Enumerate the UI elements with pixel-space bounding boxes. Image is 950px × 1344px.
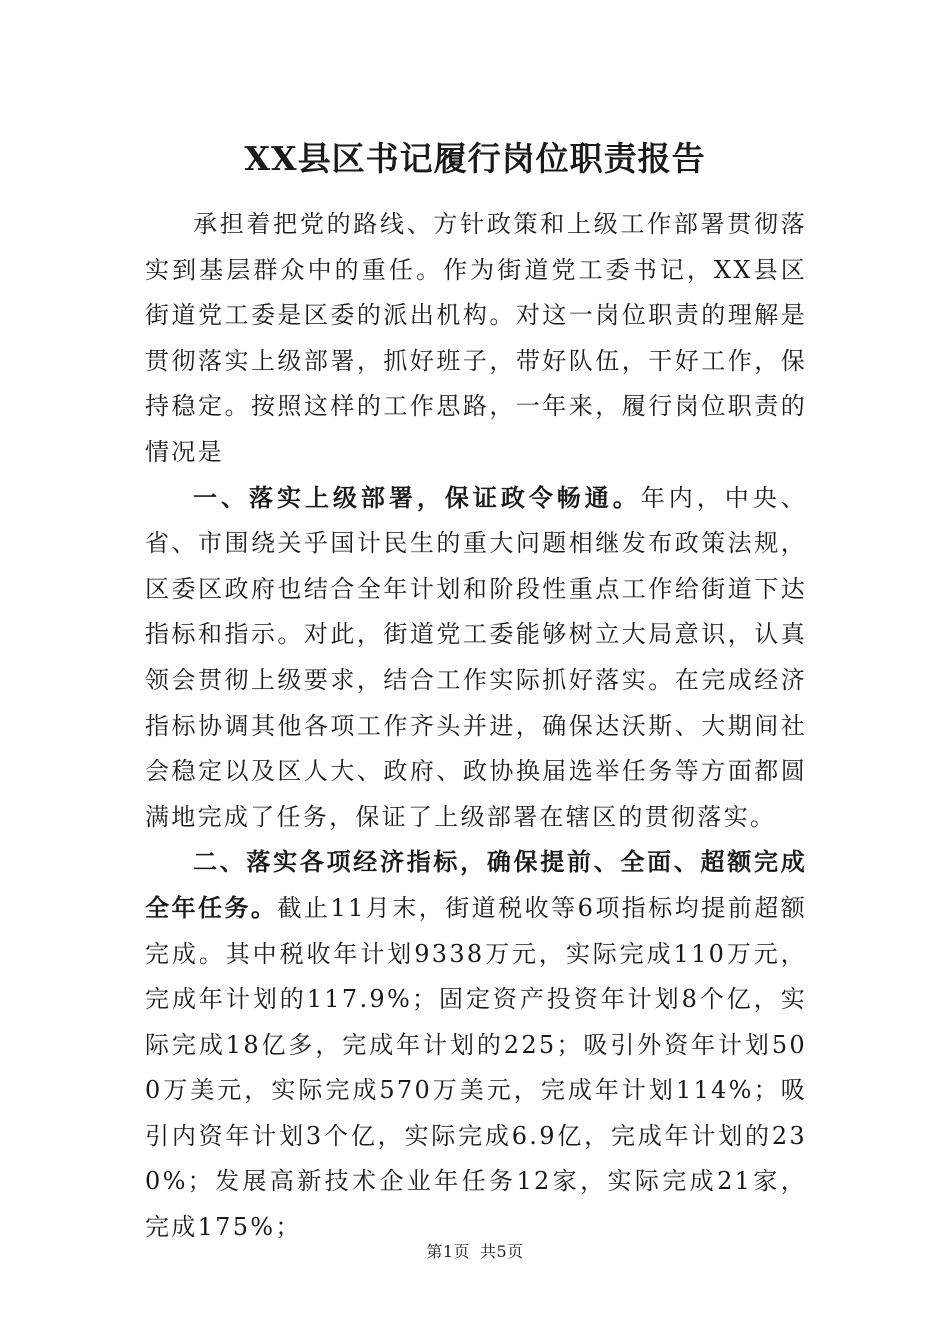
section-one-heading: 一、落实上级部署，保证政令畅通。 bbox=[193, 483, 641, 512]
page-total: 共5页 bbox=[480, 1242, 524, 1261]
section-one-paragraph bbox=[145, 476, 807, 841]
section-two-heading: 二、落实各项经济指标，确保提前、全面、超额完成全年任务。 bbox=[145, 848, 807, 922]
section-two-paragraph bbox=[145, 840, 807, 1250]
section-two-text: 截止11月末，街道税收等6项指标均提前超额完成。其中税收年计划9338万元，实际完成110万元，完成年计划的117.9%；固定资产投资年计划8个亿，实际完成18亿多，完成年计划的225；吸引外资年计划500万美元，实际完成570万美元，完成年计划114%；吸引内资年计划3个亿，实际完成6.9亿，完成年计划的230%；发展高新技术企业年任务12家，实际完成21家，完成175%； bbox=[145, 893, 808, 1242]
page-footer bbox=[0, 1241, 950, 1263]
page-number: 第1页 bbox=[426, 1242, 470, 1261]
document-body bbox=[145, 202, 807, 1251]
intro-paragraph: 承担着把党的路线、方针政策和上级工作部署贯彻落实到基层群众中的重任。作为街道党工委书记，XX县区街道党工委是区委的派出机构。对这一岗位职责的理解是贯彻落实上级部署，抓好班子，带好队伍，干好工作，保持稳定。按照这样的工作思路，一年来，履行岗位职责的情况是 bbox=[145, 210, 807, 466]
document-title: XX县区书记履行岗位职责报告 bbox=[244, 139, 706, 178]
section-one-text: 年内，中央、省、市围绕关乎国计民生的重大问题相继发布政策法规，区委区政府也结合全年计划和阶段性重点工作给街道下达指标和指示。对此，街道党工委能够树立大局意识，认真领会贯彻上级要求，结合工作实际抓好落实。在完成经济指标协调其他各项工作齐头并进，确保达沃斯、大期间社会稳定以及区人大、政府、政协换届选举任务等方面都圆满地完成了任务，保证了上级部署在辖区的贯彻落实。 bbox=[145, 483, 807, 831]
